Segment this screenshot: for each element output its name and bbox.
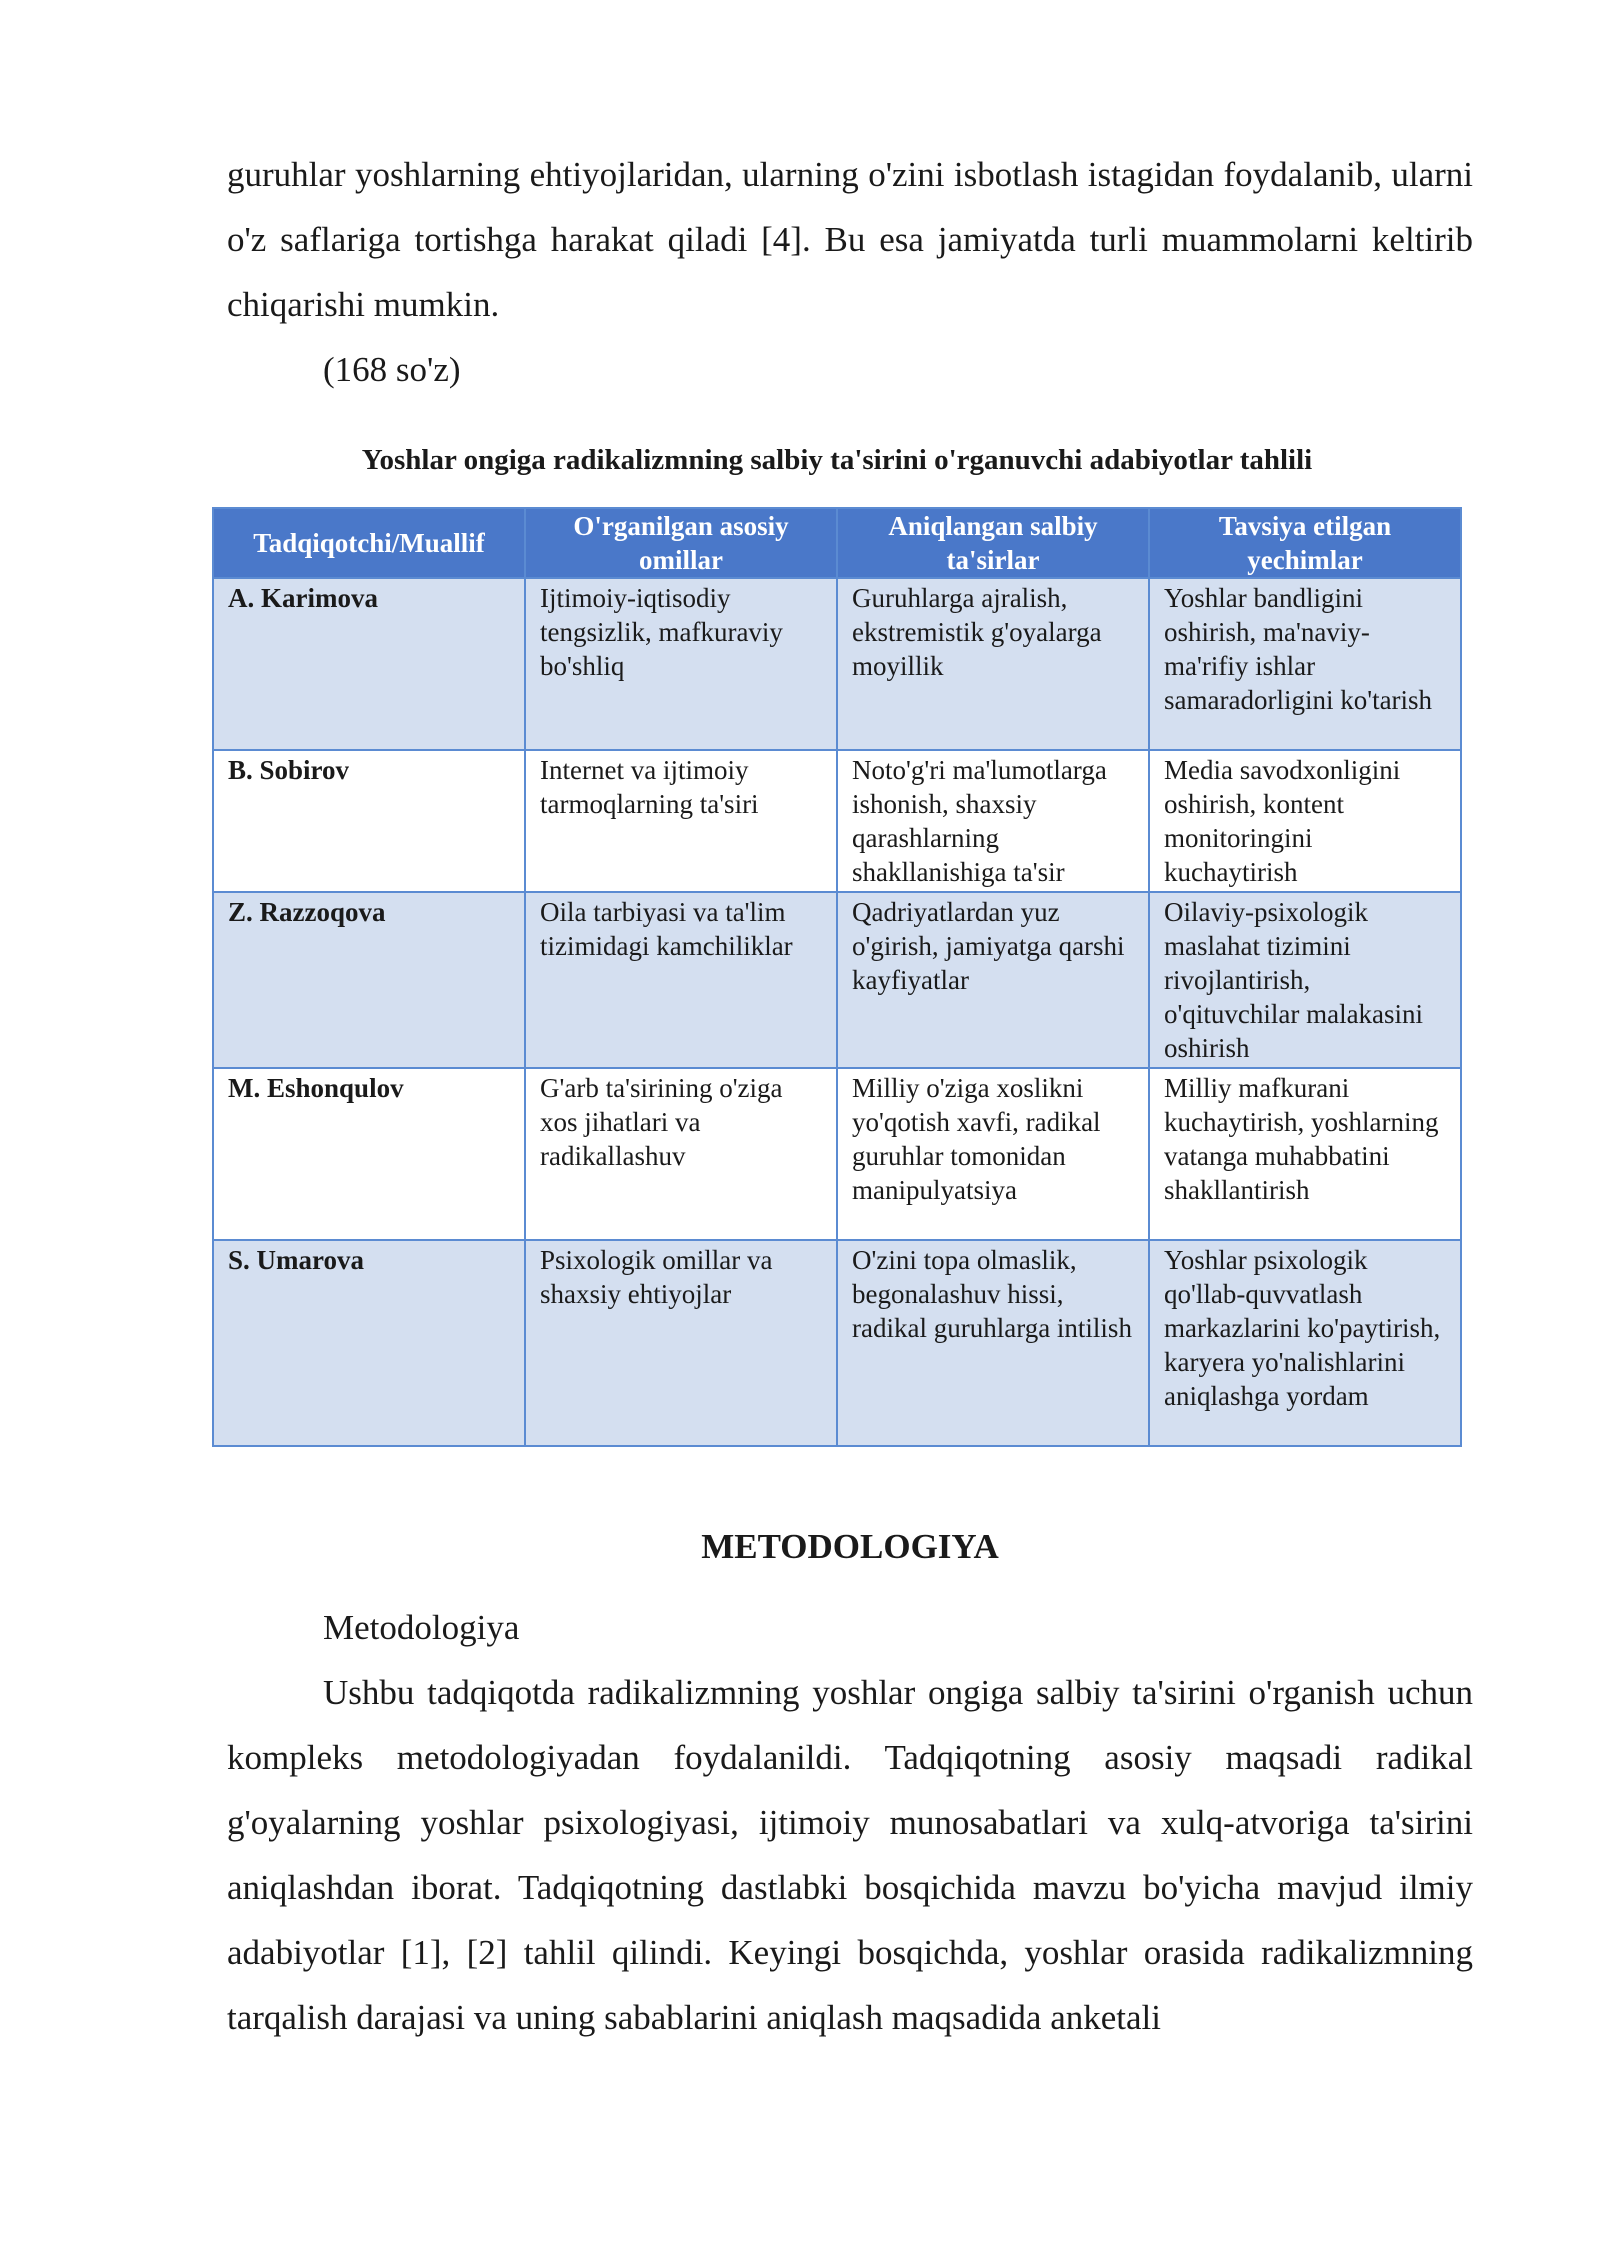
cell-effects: Guruhlarga ajralish, ekstremistik g'oyalarga moyillik [837, 578, 1149, 750]
subheading: Metodologiya [323, 1608, 520, 1647]
cell-effects: Qadriyatlardan yuz o'girish, jamiyatga qarshi kayfiyatlar [837, 892, 1149, 1068]
section-heading: METODOLOGIYA [701, 1527, 999, 1566]
cell-effects: O'zini topa olmaslik, begonalashuv hissi, radikal guruhlarga intilish [837, 1240, 1149, 1446]
cell-author: B. Sobirov [213, 750, 525, 892]
cell-author: M. Eshonqulov [213, 1068, 525, 1240]
cell-solutions: Milliy mafkurani kuchaytirish, yoshlarning vatanga muhabbatini shakllantirish [1149, 1068, 1461, 1240]
cell-factors: Psixologik omillar va shaxsiy ehtiyojlar [525, 1240, 837, 1446]
header-effects: Aniqlangan salbiy ta'sirlar [837, 508, 1149, 578]
literature-table [212, 507, 1462, 1447]
word-count: (168 so'z) [323, 350, 461, 389]
method-paragraph: Ushbu tadqiqotda radikalizmning yoshlar ongiga salbiy ta'sirini o'rganish uchun kompleks metodologiyadan foydalanildi. Tadqiqotning asosiy maqsadi radikal g'oyalarning yoshlar psixologiyasi, ijtimoiy munosabatlari va xulq-atvoriga ta'sirini aniqlashdan iborat. Tadqiqotning dastlabki bosqichida mavzu bo'yicha mavjud ilmiy adabiyotlar [1], [2] tahlil qilindi. Keyingi bosqichda, yoshlar orasida radikalizmning tarqalish darajasi va uning sabablarini aniqlash maqsadida anketali [227, 1673, 1473, 2037]
cell-solutions: Oilaviy-psixologik maslahat tizimini rivojlantirish, o'qituvchilar malakasini oshirish [1149, 892, 1461, 1068]
cell-factors: G'arb ta'sirining o'ziga xos jihatlari va radikallashuv [525, 1068, 837, 1240]
cell-solutions: Media savodxonligini oshirish, kontent monitoringini kuchaytirish [1149, 750, 1461, 892]
table-row [213, 1068, 1461, 1240]
table-row [213, 578, 1461, 750]
table-row [213, 892, 1461, 1068]
cell-factors: Oila tarbiyasi va ta'lim tizimidagi kamchiliklar [525, 892, 837, 1068]
header-factors: O'rganilgan asosiy omillar [525, 508, 837, 578]
intro-paragraph: guruhlar yoshlarning ehtiyojlaridan, ularning o'zini isbotlash istagidan foydalanib, ularni o'z saflariga tortishga harakat qiladi [4]. Bu esa jamiyatda turli muammolarni keltirib chiqarishi mumkin. [227, 155, 1473, 324]
cell-author: Z. Razzoqova [213, 892, 525, 1068]
table-row [213, 1240, 1461, 1446]
literature-table-wrapper [212, 507, 1462, 1447]
table-caption: Yoshlar ongiga radikalizmning salbiy ta'sirini o'rganuvchi adabiyotlar tahlili [361, 444, 1313, 476]
cell-factors: Internet va ijtimoiy tarmoqlarning ta'siri [525, 750, 837, 892]
cell-solutions: Yoshlar psixologik qo'llab-quvvatlash markazlarini ko'paytirish, karyera yo'nalishlarini aniqlashga yordam [1149, 1240, 1461, 1446]
table-row [213, 750, 1461, 892]
header-solutions: Tavsiya etilgan yechimlar [1149, 508, 1461, 578]
header-author: Tadqiqotchi/Muallif [213, 508, 525, 578]
cell-author: A. Karimova [213, 578, 525, 750]
cell-effects: Milliy o'ziga xoslikni yo'qotish xavfi, radikal guruhlar tomonidan manipulyatsiya [837, 1068, 1149, 1240]
cell-effects: Noto'g'ri ma'lumotlarga ishonish, shaxsiy qarashlarning shakllanishiga ta'sir [837, 750, 1149, 892]
cell-author: S. Umarova [213, 1240, 525, 1446]
table-header-row [213, 508, 1461, 578]
cell-solutions: Yoshlar bandligini oshirish, ma'naviy-ma'rifiy ishlar samaradorligini ko'tarish [1149, 578, 1461, 750]
cell-factors: Ijtimoiy-iqtisodiy tengsizlik, mafkuraviy bo'shliq [525, 578, 837, 750]
